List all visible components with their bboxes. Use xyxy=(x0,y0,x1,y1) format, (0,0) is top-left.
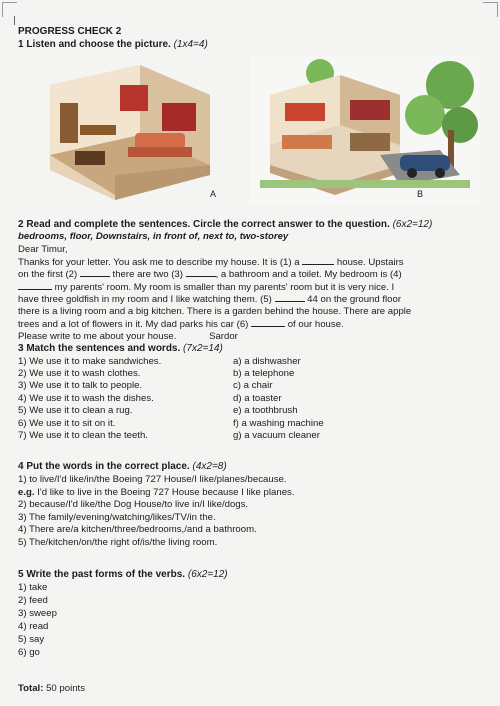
match-sentence: 3) We use it to talk to people. xyxy=(18,380,143,391)
match-word: d) a toaster xyxy=(233,393,282,404)
picture-b-label: B xyxy=(417,189,424,199)
answer-blank-3[interactable] xyxy=(186,268,216,277)
verb-item: 5) say xyxy=(18,634,45,645)
match-sentence: 4) We use it to wash the dishes. xyxy=(18,393,154,404)
match-sentence: 7) We use it to clean the teeth. xyxy=(18,430,148,441)
task4-example: e.g. I'd like to live in the Boeing 727 House because I like planes. xyxy=(18,487,295,498)
match-word: e) a toothbrush xyxy=(233,405,298,416)
answer-blank-5[interactable] xyxy=(275,293,305,302)
answer-blank-2[interactable] xyxy=(80,268,110,277)
house-pictures xyxy=(20,55,480,205)
verb-item: 4) read xyxy=(18,621,49,632)
match-word: a) a dishwasher xyxy=(233,356,301,367)
match-word: g) a vacuum cleaner xyxy=(233,430,320,441)
letter-line: have three goldfish in my room and I like watching them. (5) 44 on the ground floor xyxy=(18,294,402,305)
scan-corner-mark xyxy=(483,2,498,17)
answer-blank-6[interactable] xyxy=(251,318,285,327)
task4-item: 1) to live/I'd like/in/the Boeing 727 House/I like/planes/because. xyxy=(18,474,287,485)
picture-a-room-illustration xyxy=(50,65,210,200)
letter-line: my parents' room. My room is smaller than my parents' room but it is very nice. I xyxy=(18,281,394,293)
letter-line: trees and a lot of flowers in it. My dad parks his car (6) of our house. xyxy=(18,319,344,330)
letter-greeting: Dear Timur, xyxy=(18,244,68,255)
match-sentence: 6) We use it to sit on it. xyxy=(18,418,116,429)
page-title: PROGRESS CHECK 2 xyxy=(18,26,122,37)
letter-line: Thanks for your letter. You ask me to describe my house. It is (1) a house. Upstairs xyxy=(18,257,404,268)
scan-corner-mark xyxy=(2,2,17,17)
task3-heading: 3 Match the sentences and words. (7x2=14) xyxy=(18,343,223,354)
picture-a-label: A xyxy=(210,189,217,199)
answer-blank-4[interactable] xyxy=(18,281,52,290)
picture-b-house-illustration xyxy=(250,55,480,205)
match-word: c) a chair xyxy=(233,380,273,391)
letter-closing: Please write to me about your house. Sardor xyxy=(18,331,238,342)
letter-line: on the first (2) there are two (3) , a bathroom and a toilet. My bedroom is (4) xyxy=(18,269,402,280)
letter-signature: Sardor xyxy=(209,331,238,342)
answer-blank-1[interactable] xyxy=(302,256,334,265)
verb-item: 1) take xyxy=(18,582,48,593)
task5-heading: 5 Write the past forms of the verbs. (6x2=12) xyxy=(18,569,228,580)
match-sentence: 1) We use it to make sandwiches. xyxy=(18,356,162,367)
verb-item: 3) sweep xyxy=(18,608,57,619)
task4-item: 4) There are/a kitchen/three/bedrooms,/and a bathroom. xyxy=(18,524,257,535)
task2-word-bank: bedrooms, floor, Downstairs, in front of, next to, two-storey xyxy=(18,231,289,242)
match-sentence: 5) We use it to clean a rug. xyxy=(18,405,133,416)
verb-item: 6) go xyxy=(18,647,40,658)
verb-item: 2) feed xyxy=(18,595,48,606)
match-word: b) a telephone xyxy=(233,368,295,379)
letter-line: there is a living room and a big kitchen. There is a garden behind the house. There are apple xyxy=(18,306,412,317)
task4-heading: 4 Put the words in the correct place. (4x2=8) xyxy=(18,461,227,472)
task1-heading: 1 Listen and choose the picture. (1x4=4) xyxy=(18,39,208,50)
task2-heading: 2 Read and complete the sentences. Circle the correct answer to the question. (6x2=12) xyxy=(18,219,433,230)
total-score: Total: 50 points xyxy=(18,683,86,694)
task4-item: 5) The/kitchen/on/the right of/is/the living room. xyxy=(18,537,218,548)
scan-tick-mark xyxy=(14,16,15,25)
match-sentence: 2) We use it to wash clothes. xyxy=(18,368,141,379)
task4-item: 3) The family/evening/watching/likes/TV/in the. xyxy=(18,512,216,523)
match-word: f) a washing machine xyxy=(233,418,324,429)
task4-item: 2) because/I'd like/the Dog House/to live in/I like/dogs. xyxy=(18,499,249,510)
